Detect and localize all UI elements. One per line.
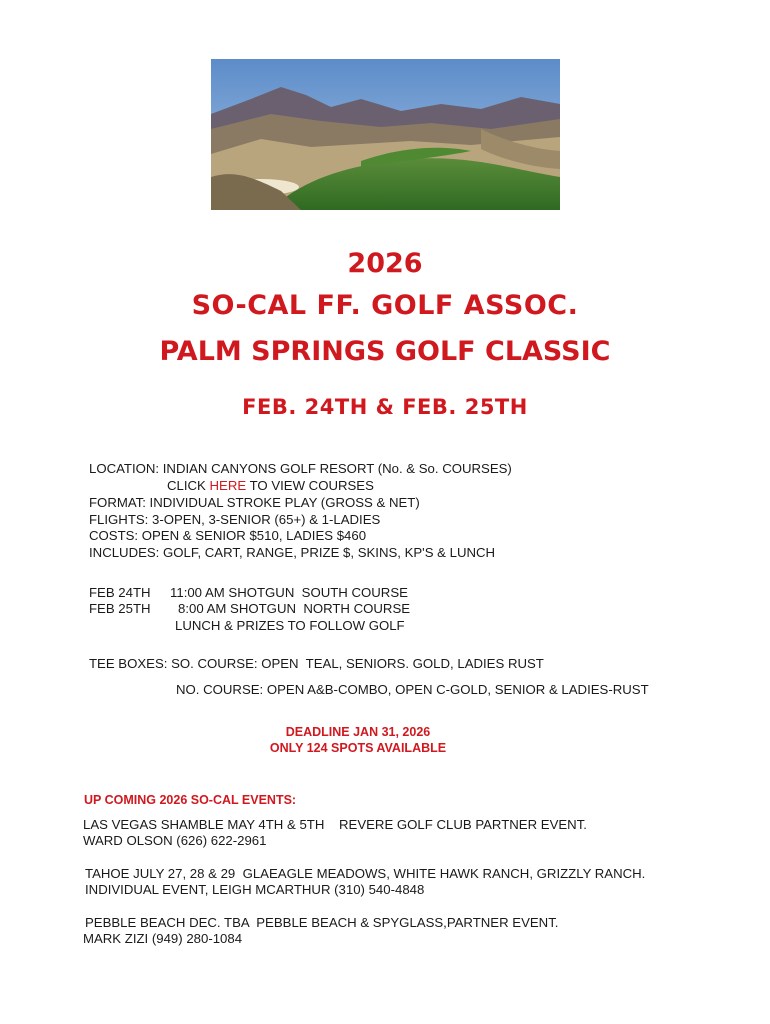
tee-boxes-north: NO. COURSE: OPEN A&B-COMBO, OPEN C-GOLD, SENIOR & LADIES-RUST bbox=[176, 682, 649, 697]
includes-line: INCLUDES: GOLF, CART, RANGE, PRIZE $, SKINS, KP'S & LUNCH bbox=[89, 545, 496, 560]
event-year: 2026 bbox=[347, 248, 423, 279]
event-item-line2: MARK ZIZI (949) 280-1084 bbox=[83, 931, 243, 946]
format-line: FORMAT: INDIVIDUAL STROKE PLAY (GROSS & NET) bbox=[89, 495, 420, 510]
association-name: SO-CAL FF. GOLF ASSOC. bbox=[191, 290, 579, 321]
event-item-line2: WARD OLSON (626) 622-2961 bbox=[83, 833, 267, 848]
day2-info: 8:00 AM SHOTGUN NORTH COURSE bbox=[178, 601, 411, 616]
event-title: PALM SPRINGS GOLF CLASSIC bbox=[159, 336, 611, 367]
event-item-line2: INDIVIDUAL EVENT, LEIGH MCARTHUR (310) 540-4848 bbox=[85, 882, 425, 897]
click-line bbox=[167, 478, 374, 494]
day2-date: FEB 25TH bbox=[89, 601, 151, 616]
event-dates: FEB. 24TH & FEB. 25TH bbox=[242, 395, 528, 419]
event-item-line1: TAHOE JULY 27, 28 & 29 GLAEAGLE MEADOWS, WHITE HAWK RANCH, GRIZZLY RANCH. bbox=[85, 866, 646, 881]
click-suffix: TO VIEW COURSES bbox=[246, 478, 374, 493]
click-prefix: CLICK bbox=[167, 478, 210, 493]
event-item-line1: PEBBLE BEACH DEC. TBA PEBBLE BEACH & SPYGLASS,PARTNER EVENT. bbox=[85, 915, 559, 930]
costs-line: COSTS: OPEN & SENIOR $510, LADIES $460 bbox=[89, 528, 367, 543]
day1-info: 11:00 AM SHOTGUN SOUTH COURSE bbox=[170, 585, 408, 600]
deadline-date: DEADLINE JAN 31, 2026 bbox=[285, 725, 431, 739]
golf-course-photo bbox=[211, 59, 560, 210]
tee-boxes-south: TEE BOXES: SO. COURSE: OPEN TEAL, SENIORS. GOLD, LADIES RUST bbox=[89, 656, 544, 671]
view-courses-link[interactable]: HERE bbox=[209, 478, 247, 493]
day1-date: FEB 24TH bbox=[89, 585, 151, 600]
upcoming-heading: UP COMING 2026 SO-CAL EVENTS: bbox=[84, 793, 297, 807]
lunch-line: LUNCH & PRIZES TO FOLLOW GOLF bbox=[175, 618, 405, 633]
spots-available: ONLY 124 SPOTS AVAILABLE bbox=[269, 741, 447, 755]
event-item-line1: LAS VEGAS SHAMBLE MAY 4TH & 5TH REVERE GOLF CLUB PARTNER EVENT. bbox=[83, 817, 587, 832]
location-line: LOCATION: INDIAN CANYONS GOLF RESORT (No. & So. COURSES) bbox=[89, 461, 512, 476]
flights-line: FLIGHTS: 3-OPEN, 3-SENIOR (65+) & 1-LADIES bbox=[89, 512, 381, 527]
